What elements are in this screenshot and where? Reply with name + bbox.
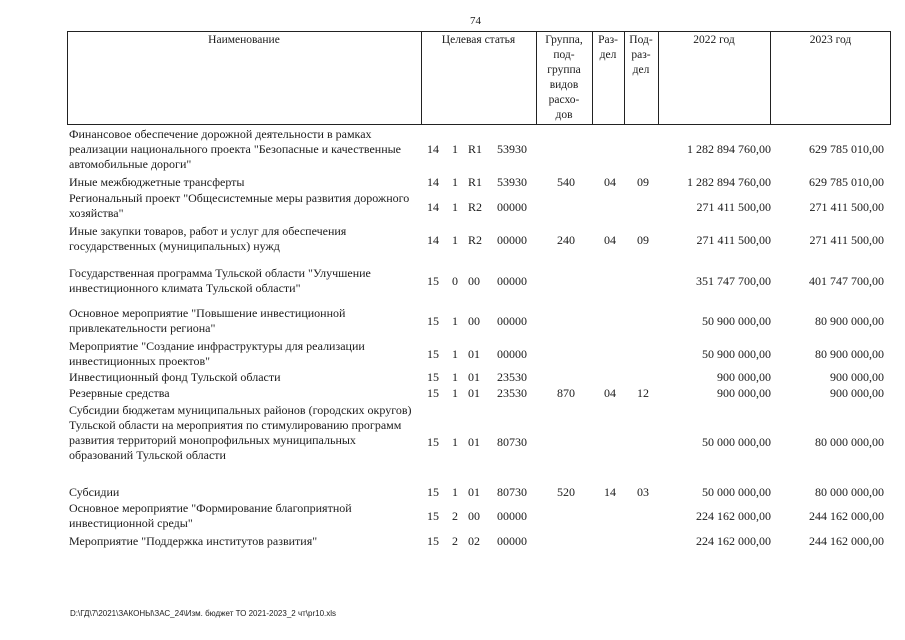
row-name: Основное мероприятие "Повышение инвестиционной привлекательности региона" [69, 306, 346, 335]
row-name: Субсидии [69, 485, 120, 499]
row-name: Основное мероприятие "Формирование благоприятной инвестиционной среды" [69, 501, 352, 530]
row-name: Инвестиционный фонд Тульской области [69, 370, 281, 384]
row-name: Финансовое обеспечение дорожной деятельности в рамках реализации национального проекта "Безопасные и качественные автомобильные дороги" [69, 127, 401, 171]
page-number: 74 [470, 15, 481, 27]
header-name: Наименование [208, 34, 280, 46]
row-name: Мероприятие "Создание инфраструктуры для реализации инвестиционных проектов" [69, 339, 365, 368]
header-section: Раз- дел [598, 34, 618, 61]
header-group: Группа, под- группа видов расхо- дов [545, 34, 583, 121]
row-name: Мероприятие "Поддержка институтов развития" [69, 534, 318, 548]
header-target: Целевая статья [441, 34, 516, 46]
row-name: Региональный проект "Общесистемные меры развития дорожного хозяйства" [69, 191, 410, 220]
file-path-footer: D:\ГД\7\2021\ЗАКОНЫ\ЗАС_24\Изм. бюджет ТО 2021-2023_2 чт\pr10.xls [70, 609, 337, 618]
row-name: Резервные средства [69, 386, 170, 400]
header-year-2023: 2023 год [809, 34, 852, 46]
header-subsection: Под- раз- дел [629, 34, 653, 76]
row-name: Иные закупки товаров, работ и услуг для обеспечения государственных (муниципальных) нужд [69, 224, 347, 253]
row-name: Иные межбюджетные трансферты [69, 175, 245, 189]
row-name: Субсидии бюджетам муниципальных районов (городских округов) Тульской области на мероприятия по стимулированию программ развития территорий монопрофильных муниципальных образований Тульской области [69, 403, 412, 462]
header-year-2022: 2022 год [693, 34, 735, 46]
row-name: Государственная программа Тульской области "Улучшение инвестиционного климата Тульской области" [69, 266, 371, 295]
